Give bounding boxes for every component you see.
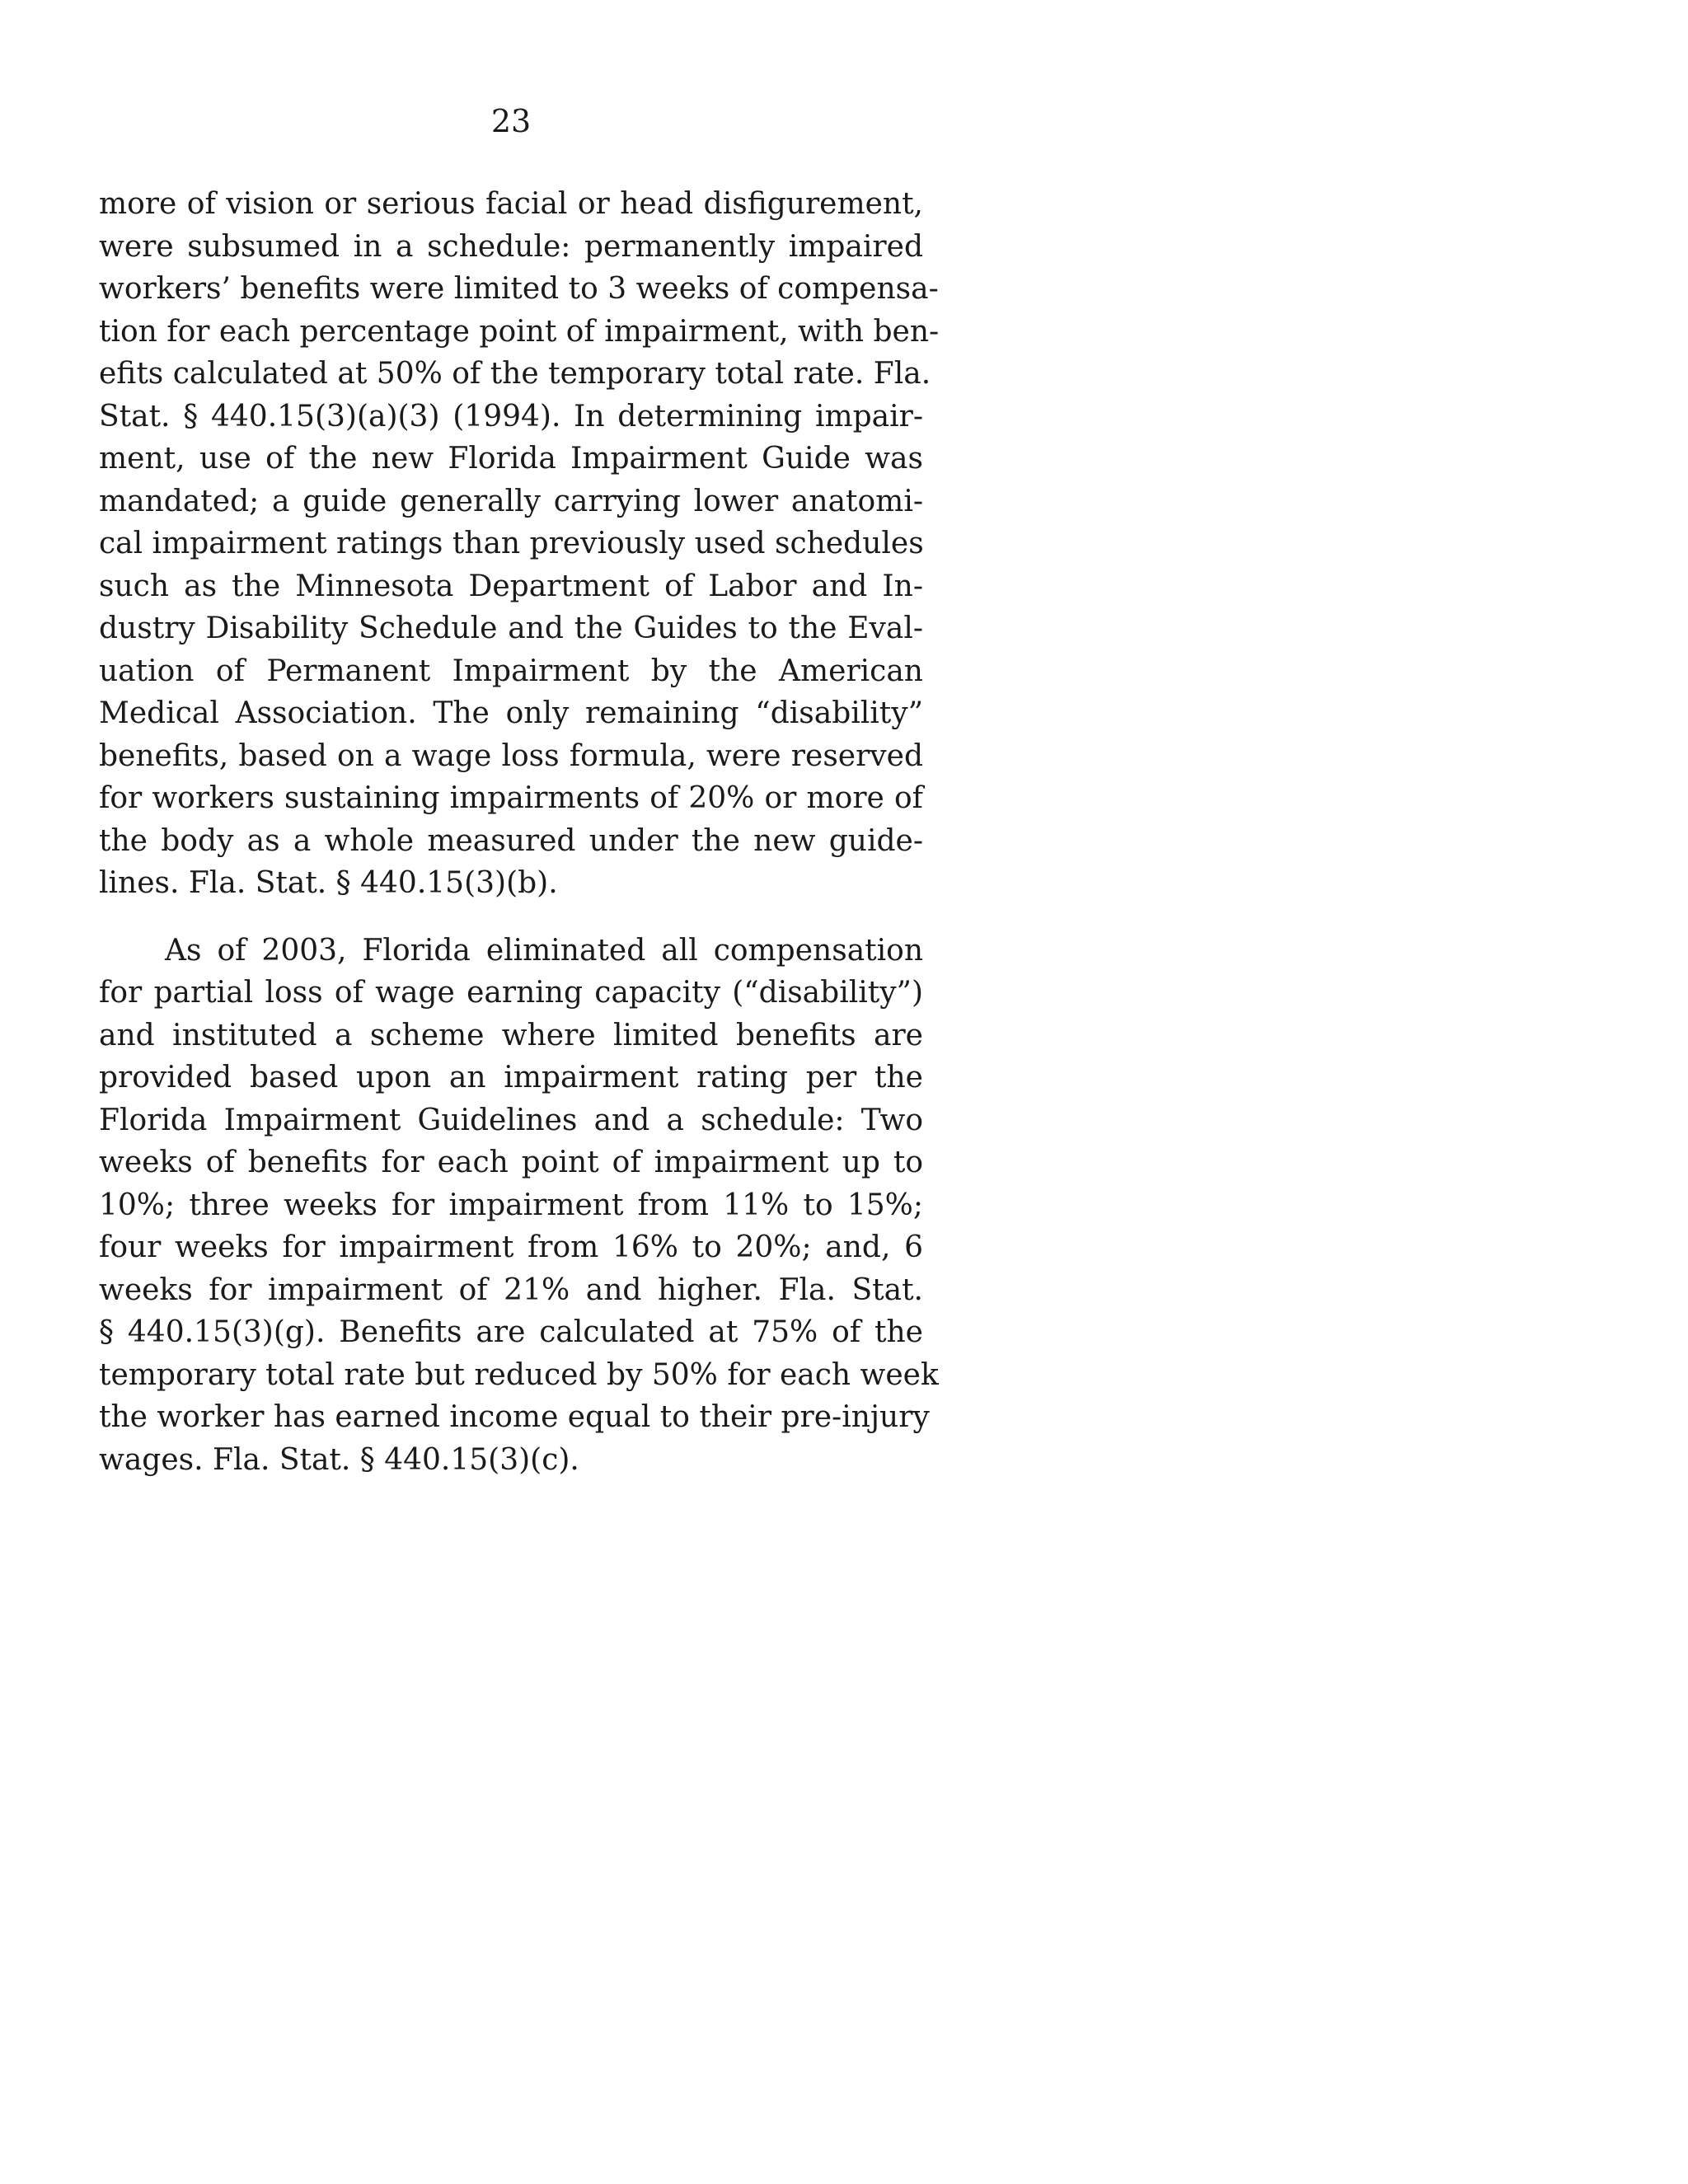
text-line: uation of Permanent Impairment by the American (99, 654, 923, 688)
text-line: cal impairment ratings than previously used schedules (99, 527, 924, 560)
text-line: tion for each percentage point of impairment, with ben- (99, 314, 940, 349)
text-line: Stat. § 440.15(3)(a)(3) (1994). In determining impair- (99, 399, 923, 434)
text-line: § 440.15(3)(g). Benefits are calculated at 75% of the (99, 1315, 923, 1349)
paragraph-spacer (99, 905, 923, 930)
paragraph-2 (99, 930, 939, 1482)
text-line: efits calculated at 50% of the temporary total rate. Fla. (99, 357, 931, 391)
text-line: weeks for impairment of 21% and higher. Fla. Stat. (99, 1272, 923, 1307)
text-line: 10%; three weeks for impairment from 11% to 15%; (99, 1188, 923, 1222)
text-line: for workers sustaining impairments of 20% or more of (99, 781, 923, 815)
text-line: Florida Impairment Guidelines and a schedule: Two (99, 1103, 923, 1137)
text-line: were subsumed in a schedule: permanently impaired (99, 229, 923, 264)
text-line: mandated; a guide generally carrying lower anatomi- (99, 484, 923, 518)
page-number: 23 (490, 103, 532, 139)
text-line: benefits, based on a wage loss formula, were reserved (99, 738, 923, 773)
text-line: more of vision or serious facial or head disfigurement, (99, 187, 923, 221)
text-line: Medical Association. The only remaining “disability” (99, 696, 923, 730)
text-line: dustry Disability Schedule and the Guides to the Eval- (99, 612, 923, 645)
text-line: four weeks for impairment from 16% to 20%; and, 6 (99, 1230, 923, 1264)
text-line: the body as a whole measured under the new guide- (99, 823, 923, 858)
text-line: weeks of benefits for each point of impairment up to (99, 1146, 923, 1179)
text-line: As of 2003, Florida eliminated all compensation (165, 933, 923, 968)
paragraph-1 (99, 183, 940, 905)
document-body (99, 183, 940, 1481)
text-line: ment, use of the new Florida Impairment Guide was (99, 442, 923, 476)
text-line: such as the Minnesota Department of Labor and In- (99, 569, 923, 603)
text-line: the worker has earned income equal to their pre-injury (99, 1400, 930, 1434)
text-line: lines. Fla. Stat. § 440.15(3)(b). (99, 866, 558, 900)
text-line: temporary total rate but reduced by 50% for each week (99, 1357, 939, 1392)
text-line: provided based upon an impairment rating per the (99, 1061, 923, 1094)
text-line: wages. Fla. Stat. § 440.15(3)(c). (99, 1442, 579, 1477)
text-line: and instituted a scheme where limited benefits are (99, 1018, 923, 1052)
text-line: workers’ benefits were limited to 3 weeks of compensa- (99, 272, 939, 306)
text-line: for partial loss of wage earning capacity (“disability”) (99, 976, 923, 1010)
